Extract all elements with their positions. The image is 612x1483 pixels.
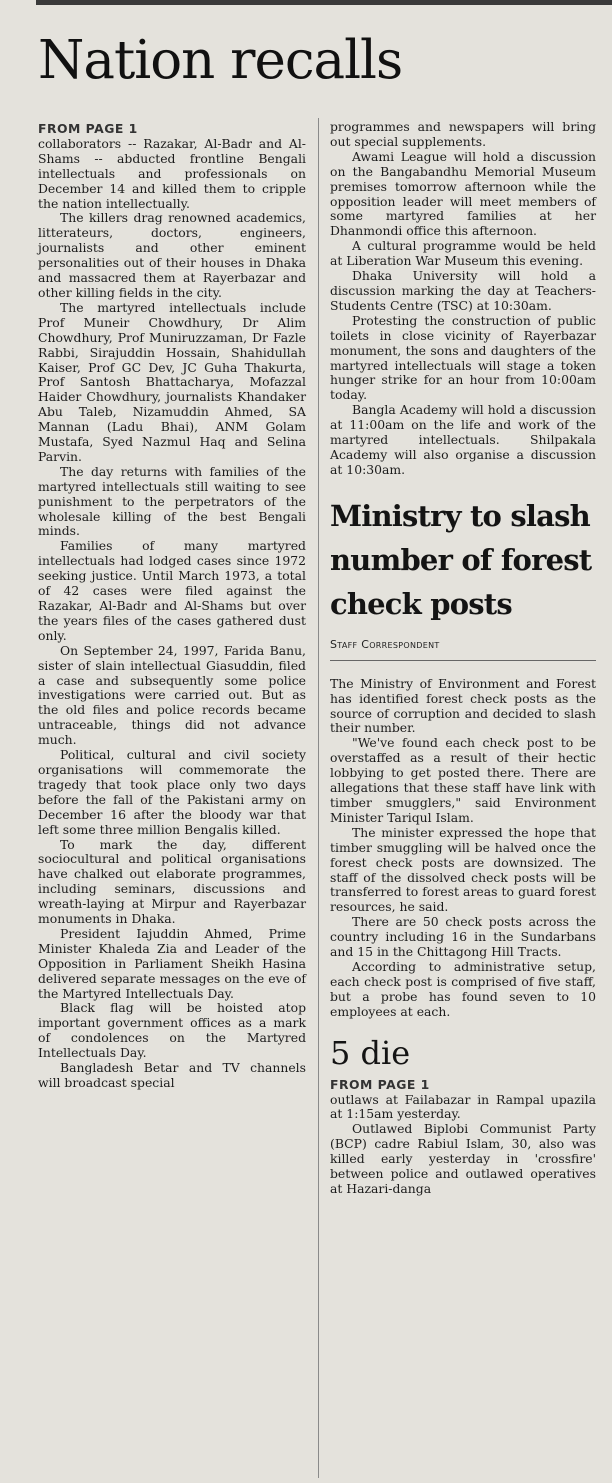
- main-kicker: FROM PAGE 1: [38, 121, 138, 136]
- right-column: [330, 120, 596, 1197]
- continuation-paragraph: Awami League will hold a discussion on the Bangabandhu Memorial Museum premises tomorrow afternoon while the opposition leader will meet members of some martyred families at her Dhanmondi office this afternoon.: [330, 148, 596, 239]
- forest-paragraph: The minister expressed the hope that timber smuggling will be halved once the forest check posts are downsized. The staff of the dissolved check posts will be transferred to forest areas to guard forest resources, he said.: [330, 824, 596, 915]
- continuation-paragraph: programmes and newspapers will bring out special supplements.: [330, 119, 596, 149]
- main-paragraph: Black flag will be hoisted atop important government offices as a mark of condolences on the Martyred Intellectuals Day.: [38, 1000, 306, 1061]
- continuation-paragraph: Dhaka University will hold a discussion marking the day at Teachers-Students Centre (TSC) at 10:30am.: [330, 268, 596, 313]
- forest-paragraph: There are 50 check posts across the country including 16 in the Sundarbans and 15 in the Chittagong Hill Tracts.: [330, 914, 596, 960]
- top-rule: [36, 0, 612, 5]
- forest-byline: Staff Correspondent: [330, 638, 596, 661]
- forest-paragraph: "We've found each check post to be overstaffed as a result of their hectic lobbying to get posted there. There are allegations that these staff have link with timber smugglers," said Environment Minister Tariqul Islam.: [330, 735, 596, 825]
- continuation-paragraph: A cultural programme would be held at Liberation War Museum this evening.: [330, 238, 596, 269]
- column-divider: [318, 118, 319, 1478]
- main-paragraph: The day returns with families of the martyred intellectuals still waiting to see punishment to the perpetrators of the wholesale killing of the best Bengali minds.: [38, 463, 306, 539]
- die-paragraph: outlaws at Failabazar in Rampal upazila at 1:15am yesterday.: [330, 1091, 596, 1122]
- main-paragraph: To mark the day, different sociocultural and political organisations have chalked out elaborate programmes, including seminars, discussions and wreath-laying at Mirpur and Rayerbazar monuments in Dhaka.: [38, 836, 306, 927]
- die-headline: 5 die: [330, 1033, 411, 1072]
- main-paragraph: The martyred intellectuals include Prof Muneir Chowdhury, Dr Alim Chowdhury, Prof Muniruzzaman, Dr Fazle Rabbi, Sirajuddin Hossain, Shahidullah Kaiser, Prof GC Dev, JC Guha Thakurta, Prof Santosh Bhattacharya, Mofazzal Haider Chowdhury, journalists Khandaker Abu Taleb, Nizamuddin Ahmed, SA Mannan (Ladu Bhai), ANM Golam Mustafa, Syed Nazmul Haq and Selina Parvin.: [38, 299, 306, 464]
- main-paragraph: Political, cultural and civil society organisations will commemorate the tragedy that took place only two days before the fall of the Pakistani army on December 16 after the bloody war that left some three million Bengalis killed.: [38, 747, 306, 837]
- die-paragraph: Outlawed Biplobi Communist Party (BCP) cadre Rabiul Islam, 30, also was killed early yesterday in 'crossfire' between police and outlawed operatives at Hazari-danga: [330, 1121, 596, 1196]
- main-headline: Nation recalls: [38, 30, 403, 91]
- main-paragraph: President Iajuddin Ahmed, Prime Minister Khaleda Zia and Leader of the Opposition in Parliament Sheikh Hasina delivered separate messages on the eve of the Martyred Intellectuals Day.: [38, 925, 306, 1001]
- continuation-paragraph: Protesting the construction of public toilets in close vicinity of Rayerbazar monument, the sons and daughters of the martyred intellectuals will stage a token hunger strike for an hour from 10:00am today.: [330, 312, 596, 403]
- main-story-column: [38, 122, 306, 1091]
- forest-headline: Ministry to slash number of forest check posts: [330, 498, 592, 621]
- forest-paragraph: The Ministry of Environment and Forest has identified forest check posts as the source of corruption and decided to slash their number.: [330, 675, 596, 736]
- main-paragraph: The killers drag renowned academics, litterateurs, doctors, engineers, journalists and other eminent personalities out of their houses in Dhaka and massacred them at Rayerbazar and other killing fields in the city.: [38, 210, 306, 300]
- main-paragraph: collaborators -- Razakar, Al-Badr and Al-Shams -- abducted frontline Bengali intellectuals and professionals on December 14 and killed them to cripple the nation intellectually.: [38, 135, 306, 211]
- main-paragraph: Families of many martyred intellectuals had lodged cases since 1972 seeking justice. Until March 1973, a total of 42 cases were filed against the Razakar, Al-Badr and Al-Shams but over the years files of the cases gathered dust only.: [38, 538, 306, 643]
- die-kicker: FROM PAGE 1: [330, 1076, 430, 1092]
- continuation-paragraph: Bangla Academy will hold a discussion at 11:00am on the life and work of the martyred intellectuals. Shilpakala Academy will also organise a discussion at 10:30am.: [330, 402, 596, 477]
- main-paragraph: On September 24, 1997, Farida Banu, sister of slain intellectual Giasuddin, filed a case and subsequently some police investigations were carried out. But as the old files and police records became untraceable, things did not advance much.: [38, 642, 306, 748]
- main-paragraph: Bangladesh Betar and TV channels will broadcast special: [38, 1060, 306, 1090]
- forest-paragraph: According to administrative setup, each check post is comprised of five staff, but a probe has found seven to 10 employees at each.: [330, 958, 596, 1019]
